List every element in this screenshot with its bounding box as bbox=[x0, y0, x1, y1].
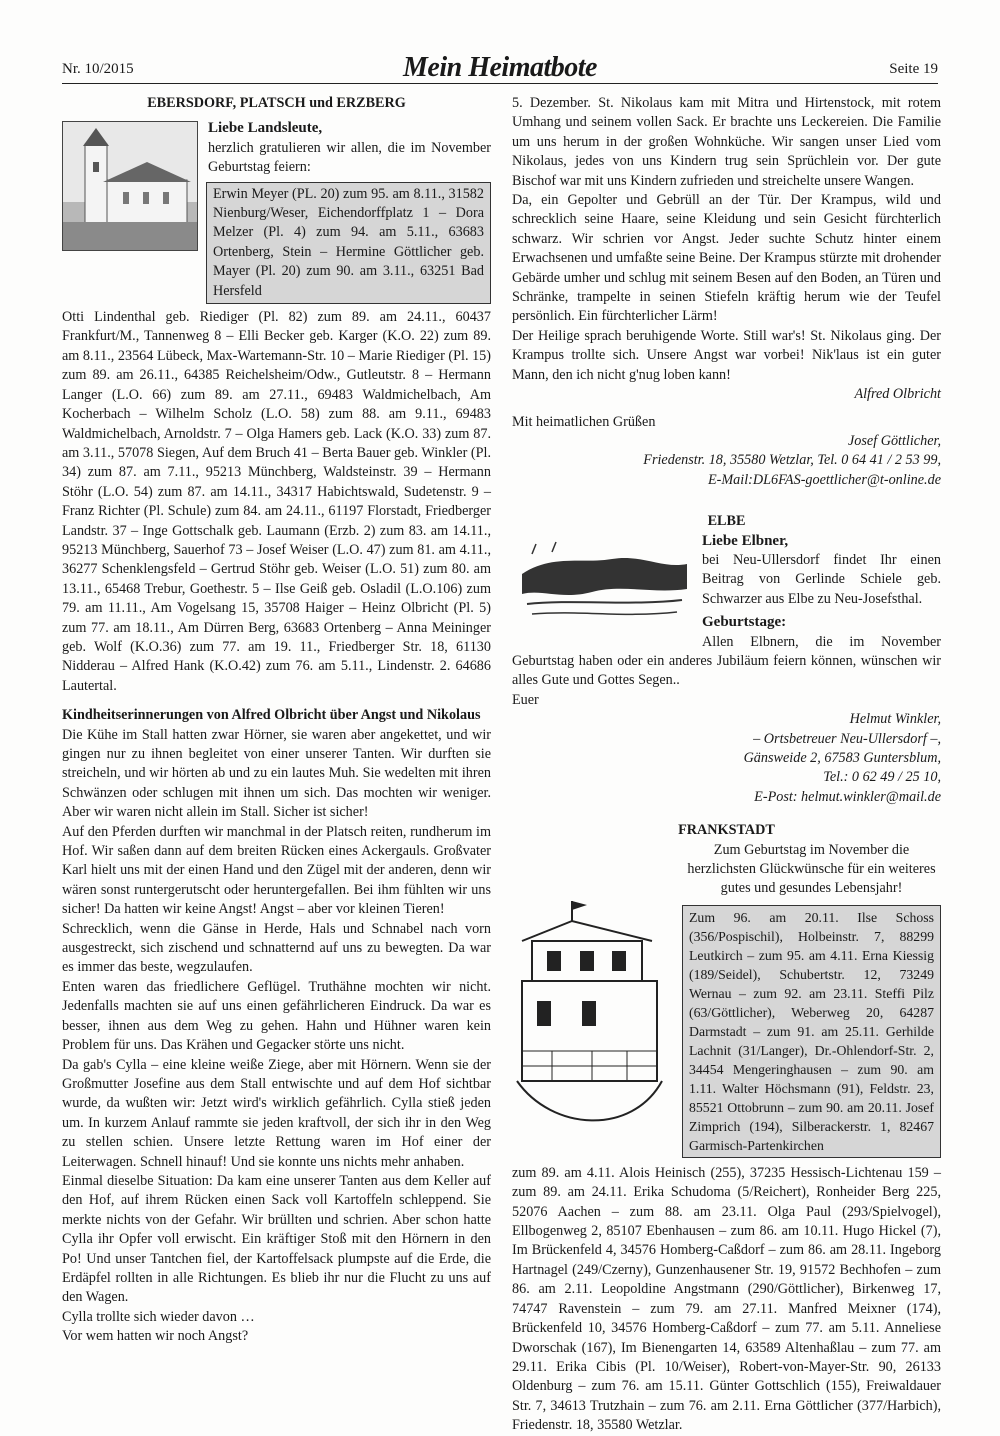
story-title: Kindheitserinnerungen von Alfred Olbricht über Angst und Nikolaus bbox=[62, 707, 481, 724]
story-author: Alfred Olbricht bbox=[854, 386, 941, 403]
greeting-title: Liebe Landsleute, bbox=[208, 120, 323, 137]
elbe-sender-email: E-Post: helmut.winkler@mail.de bbox=[754, 788, 941, 805]
right-column bbox=[512, 94, 941, 1436]
issue-number: Nr. 10/2015 bbox=[62, 61, 134, 77]
story-cont-1: 5. Dezember. St. Nikolaus kam mit Mitra und Hirtenstock, mit rotem Umhang und seinem vollen Sack. Er brachte uns Leckereien. Die Familie um uns herum in der großen Wohnküche. Wir sangen unser Lied vom Nikolaus, jedes von uns Kindern trug sein Sprüchlein vor. Der gute Bischof war mit uns Kindern zufrieden und streichelte unsere Wangen. bbox=[512, 95, 941, 189]
story-cont-2: Da, ein Gepolter und Gebrüll an der Tür. Der Krampus, wild und schrecklich seine Haare, seine Kleidung und sein Gesicht fürchterlich schwarz. Wir schrien vor Angst. Jeder suchte Schutz hinter einem Erwachsenen und umfaßte seine Beine. Der Krampus stürzte mit drohender Gebärde umher und schlug mit seinem Besen auf den Boden, an Türen und Schränke, trampelte in seinen Stiefeln kräftig herum wie der Teufel persönlich. Ein fürchterlicher Lärm! bbox=[512, 192, 941, 325]
newspaper-title: Mein Heimatbote bbox=[403, 52, 597, 83]
story-paragraph-3: Schrecklich, wenn die Gänse in Herde, Hals und Schnabel nach vorn ausgestreckt, sich zischend und schnatternd auf uns zu bewegten. Da war es immer das beste, wegzulaufen. bbox=[62, 920, 491, 976]
elbe-sender-name: Helmut Winkler, bbox=[849, 711, 941, 728]
story-paragraph-4: Enten waren das friedlichere Geflügel. Truthähne mochten wir nicht. Jedenfalls machten sie auf uns einen gefährlicheren Eindruck. Da war es besser, ihnen aus dem Weg zu gehen. Hahn und Hühner waren kein Problem für uns. Das Krähen und Gegacker störte uns nicht. bbox=[62, 978, 491, 1054]
story-paragraph-6: Einmal dieselbe Situation: Da kam eine unserer Tanten aus dem Keller auf den Hof, auf ihrem Rücken einen Sack voll Kartoffeln schleppend. Sie merkte nichts von der Gefahr. Wir brüllten und schrien. Aber schon hatte Cylla ihr Opfer voll erwischt. Ein kräftiger Stoß mit den Hörnern in den Po! Und unser Tantchen fiel, der Kartoffelsack plumpste auf die Erde, die Erdäpfel rollten in alle Richtungen. Es blieb ihr nur die Flucht zu uns auf den Wagen. bbox=[62, 1172, 491, 1306]
story-paragraph-2: Auf den Pferden durften wir manchmal in der Platsch reiten, rundherum im Hof. Wir saßen dann auf dem breiten Rücken eines Ackergauls. Großvater Karl hielt uns mit der einen Hand und den Zügel mit der anderen, denn wir wären sonst runtergerutscht oder heruntergefallen. Bei ihm fühlten wir uns sicher! Da hatten wir keine Angst! Angst – aber vor kleinen Tieren! bbox=[62, 823, 491, 918]
section-title-elbe: ELBE bbox=[707, 513, 746, 530]
section-title-ebersdorf: EBERSDORF, PLATSCH und ERZBERG bbox=[147, 95, 406, 111]
story-paragraph-7: Cylla trollte sich wieder davon … bbox=[62, 1308, 255, 1325]
sender-address: Friedenstr. 18, 35580 Wetzlar, Tel. 0 64 41 / 2 53 99, bbox=[643, 452, 941, 469]
story-cont-3: Der Heilige sprach beruhigende Worte. Still war's! St. Nikolaus ging. Der Krampus trollte sich. Unsere Angst war vorbei! Nik'laus ist ein guter Mann, den ich nicht g'nug loben kann! bbox=[512, 327, 941, 383]
frankstadt-birthday-list: zum 89. am 4.11. Alois Heinisch (255), 37235 Hessisch-Lichtenau 159 – zum 89. am 24.11. Erika Schudoma (5/Reichert), Ronheider Berg 225, 52076 Aachen – zum 88. am 23.11. Olga Paul (293/Spielvogel), Ellbogenweg 2, 85107 Ebenhausen – zum 86. am 10.11. Hugo Hickel (7), Im Brückenfeld 4, 34576 Homberg-Caßdorf – zum 86. am 28.11. Ingeborg Hartnagel (249/Czerny), Gunzenhausener Str. 19, 91572 Bechhofen – zum 86. am 2.11. Leopoldine Angstmann (290/Göttlicher), Birkenweg 17, 74747 Ravenstein – zum 79. am 27.11. Manfred Meixner (174), Brückenfeld 10, 34576 Homberg-Caßdorf – zum 77. am 5.11. Anneliese Dworschak (167), Im Bienengarten 14, 63589 Altenhaßlau – zum 77. am 29.11. Erika Cibis (Pl. 10/Weiser), Robert-von-Mayer-Str. 90, 26133 Oldenburg – zum 76. am 15.11. Günter Gottschlich (155), Freiwaldauer Str. 7, 34613 Trutzhain – zum 76. am 2.11. Erna Göttlicher (377/Harbich), Friedenstr. 18, 35580 Wetzlar. bbox=[512, 1164, 941, 1434]
regards: Mit heimatlichen Grüßen bbox=[512, 413, 656, 430]
elbe-euer: Euer bbox=[512, 691, 539, 708]
frankstadt-birthday-box: Zum 96. am 20.11. Ilse Schoss (356/Pospischil), Holbeinstr. 7, 88299 Leutkirch – zum 95. am 4.11. Erna Kiessig (189/Seidel), Schubertstr. 12, 73249 Wernau – zum 92. am 23.11. Steffi Pilz (63/Göttlicher), Weberweg 20, 64287 Darmstadt – zum 91. am 25.11. Gerhilde Lachnit (31/Langer), Dr.-Ohlendorf-Str. 2, 34454 Mengeringhausen – zum 90. am 1.11. Walter Höchsmann (91), Feldstr. 23, 85521 Ottobrunn – zum 90. am 20.11. Josef Zimprich (194), Silberackerstr. 1, 82467 Garmisch-Partenkirchen bbox=[682, 905, 941, 1158]
elbe-sender-role: – Ortsbetreuer Neu-Ullersdorf –, bbox=[753, 730, 941, 747]
elbe-sender-address: Gänsweide 2, 67583 Guntersblum, bbox=[743, 750, 941, 766]
header-rule bbox=[62, 83, 938, 84]
birthday-box: Erwin Meyer (PL. 20) zum 95. am 8.11., 31582 Nienburg/Weser, Eichendorffplatz 1 – Dora Melzer (Pl. 4) zum 94. am 5.11., 63683 Ortenberg, Stein – Hermine Göttlicher geb. Mayer (Pl. 20) zum 90. am 3.11., 63251 Bad Hersfeld bbox=[206, 182, 491, 304]
elbe-sender-phone: Tel.: 0 62 49 / 25 10, bbox=[823, 769, 941, 786]
sender-email: E-Mail:DL6FAS-goettlicher@t-online.de bbox=[707, 471, 941, 488]
church-photo bbox=[62, 121, 198, 251]
elbe-text: bei Neu-Ullersdorf findet Ihr einen Beitrag von Gerlinde Schiele geb. Schwarzer aus Elbe zu Neu-Josefsthal. bbox=[702, 551, 941, 607]
story-paragraph-5: Da gab's Cylla – eine kleine weiße Ziege, aber mit Hörnern. Wenn sie der Großmutter Josefine aus dem Stall entwischte und auf dem Hof sichtbar wurde, da wußten wir: Jetzt wird's wirklich gefährlich. Cylla stieß jeden um. In kurzem Anlauf rammte sie jeden kraftvoll, der sich ihr in den Weg zu stellen schien. Unsere letzte Rettung waren im Hof einer der Leiterwagen. Schnell hinauf! Und sie konnte uns nichts mehr anhaben. bbox=[62, 1056, 491, 1170]
elbe-greeting: Liebe Elbner, bbox=[702, 532, 789, 549]
left-column bbox=[62, 94, 491, 1347]
page-header bbox=[62, 52, 938, 92]
elbe-landscape-drawing bbox=[512, 534, 692, 634]
elbe-birthday-title: Geburtstage: bbox=[702, 614, 787, 631]
story-paragraph-1: Die Kühe im Stall hatten zwar Hörner, sie waren aber angekettet, und wir gingen nur zu ihnen begleitet von einer unserer Tanten. Wir durften sie streicheln, und wir hörten ab und zu ein lautes Muh. Sie wedelten mit ihren Schwänzen oder schlugen mit ihnen um sich. Das mochten wir weniger. Aber wir waren nicht allein im Stall. Sicher ist sicher! bbox=[62, 726, 491, 821]
story-paragraph-8: Vor wem hatten wir noch Angst? bbox=[62, 1328, 249, 1345]
section-title-frankstadt: FRANKSTADT bbox=[678, 822, 775, 839]
frankstadt-text: Zum Geburtstag im November die herzlichsten Glückwünsche für ein weiteres gutes und gesundes Lebensjahr! bbox=[687, 841, 936, 897]
elbe-birthday-text: Allen Elbnern, die im November Geburtstag haben oder ein anderes Jubiläum feiern können, wünschen wir alles Gute und Gottes Segen.. bbox=[512, 633, 941, 689]
greeting-text: herzlich gratulieren wir allen, die im November Geburtstag feiern: bbox=[208, 139, 491, 176]
castle-drawing bbox=[512, 901, 667, 1141]
greeting-block bbox=[62, 119, 491, 304]
birthday-list: Otti Lindenthal geb. Riediger (Pl. 82) zum 89. am 24.11., 60437 Frankfurt/M., Tannenweg 8 – Elli Becker geb. Karger (K.O. 22) zum 89. am 8.11., 23564 Lübeck, Max-Wartemann-Str. 10 – Marie Riediger (Pl. 15) zum 89. am 26.11., 64385 Reichelsheim/Odw., Gutleutstr. 8 – Hermann Langer (L.O. 66) zum 89. am 27.11., 69483 Waldmichelbach, Am Kocherbach – Wilhelm Scholz (L.O. 58) zum 88. am 9.11., 69483 Waldmichelbach, Arnoldstr. 7 – Olga Hamers geb. Lack (K.O. 33) zum 87. am 3.11., 57078 Siegen, Auf dem Bruch 41 – Berta Bauer geb. Winkler (Pl. 34) zum 87. am 7.11., 95213 Münchberg, Waldsteinstr. 39 – Hermann Stöhr (L.O. 54) zum 87. am 14.11., 34317 Habichtswald, Sudetenstr. 9 – Franz Richter (Pl. Schule) zum 84. am 24.11., 61197 Florstadt, Friedberger Landstr. 37 – Inge Gottschalk geb. Laumann (Erzb. 2) zum 83. am 14.11., 95213 Münchberg, Sauerhof 73 – Josef Weiser (L.O. 47) zum 81. am 4.11., 36277 Schenklengsfeld – Gertrud Stöhr geb. Weiser (L.O. 51) zum 80. am 13.11., 65468 Trebur, Goethestr. 5 – Ilse Geiß geb. Osladil (L.O.106) zum 79. am 11.11., Am Vogelsang 15, 35708 Haiger – Heinz Olbricht (Pl. 5) zum 77. am 18.11., Am Dürren Berg, 63683 Ortenberg – Anna Meininger geb. Wolf (K.O.36) zum 77. am 19. 11., Friedberger Str. 18, 61130 Nidderau – Alfred Hank (K.O.42) zum 76. am 5.11., Lindenstr. 2. 64686 Lautertal. bbox=[62, 309, 491, 694]
page-number: Seite 19 bbox=[889, 61, 938, 77]
sender-name: Josef Göttlicher, bbox=[848, 432, 941, 449]
